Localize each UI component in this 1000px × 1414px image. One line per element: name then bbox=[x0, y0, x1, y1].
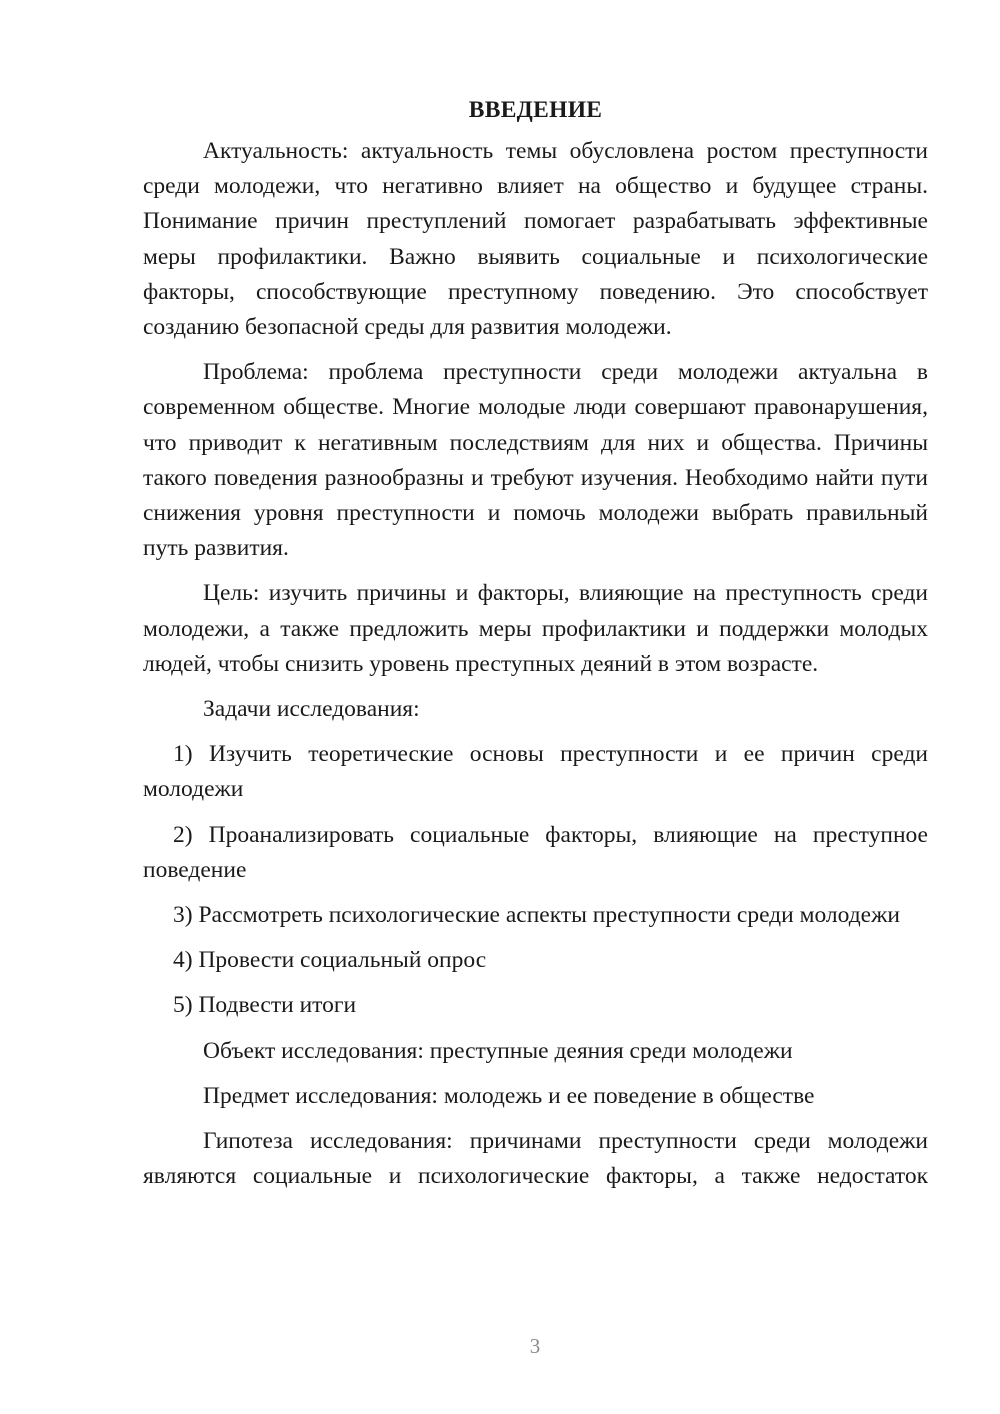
task-item-3: 3) Рассмотреть психологические аспекты преступности среди молодежи bbox=[173, 902, 900, 929]
relevance-paragraph: Актуальность: актуальность темы обусловлена ростом преступности среди молодежи, что негативно влияет на общество и будущее страны. Понимание причин преступлений помогает разрабатывать эффективные меры профилактики. Важно выявить социальные и психологические факторы, способствующие преступному поведению. Это способствует созданию безопасной среды для развития молодежи. bbox=[143, 138, 928, 341]
goal-paragraph: Цель: изучить причины и факторы, влияющие на преступность среди молодежи, а также предложить меры профилактики и поддержки молодых людей, чтобы снизить уровень преступных деяний в этом возрасте. bbox=[143, 580, 928, 677]
task-item-4: 4) Провести социальный опрос bbox=[173, 947, 487, 974]
research-object: Объект исследования: преступные деяния среди молодежи bbox=[203, 1037, 793, 1064]
page-number: 3 bbox=[529, 1334, 541, 1358]
research-hypothesis: Гипотеза исследования: причинами преступности среди молодежи являются социальные и психологические факторы, а также недостаток bbox=[143, 1128, 928, 1190]
task-item-2: 2) Проанализировать социальные факторы, влияющие на преступное поведение bbox=[143, 821, 928, 883]
research-subject: Предмет исследования: молодежь и ее поведение в обществе bbox=[203, 1082, 815, 1109]
section-title: ВВЕДЕНИЕ bbox=[468, 97, 603, 123]
problem-paragraph: Проблема: проблема преступности среди молодежи актуальна в современном обществе. Многие молодые люди совершают правонарушения, что приводит к негативным последствиям для них и общества. Причины такого поведения разнообразны и требуют изучения. Необходимо найти пути снижения уровня преступности и помочь молодежи выбрать правильный путь развития. bbox=[143, 359, 928, 562]
task-item-1: 1) Изучить теоретические основы преступности и ее причин среди молодежи bbox=[143, 741, 928, 803]
tasks-heading: Задачи исследования: bbox=[203, 696, 420, 723]
task-item-5: 5) Подвести итоги bbox=[173, 992, 357, 1019]
document-body bbox=[143, 93, 928, 1204]
